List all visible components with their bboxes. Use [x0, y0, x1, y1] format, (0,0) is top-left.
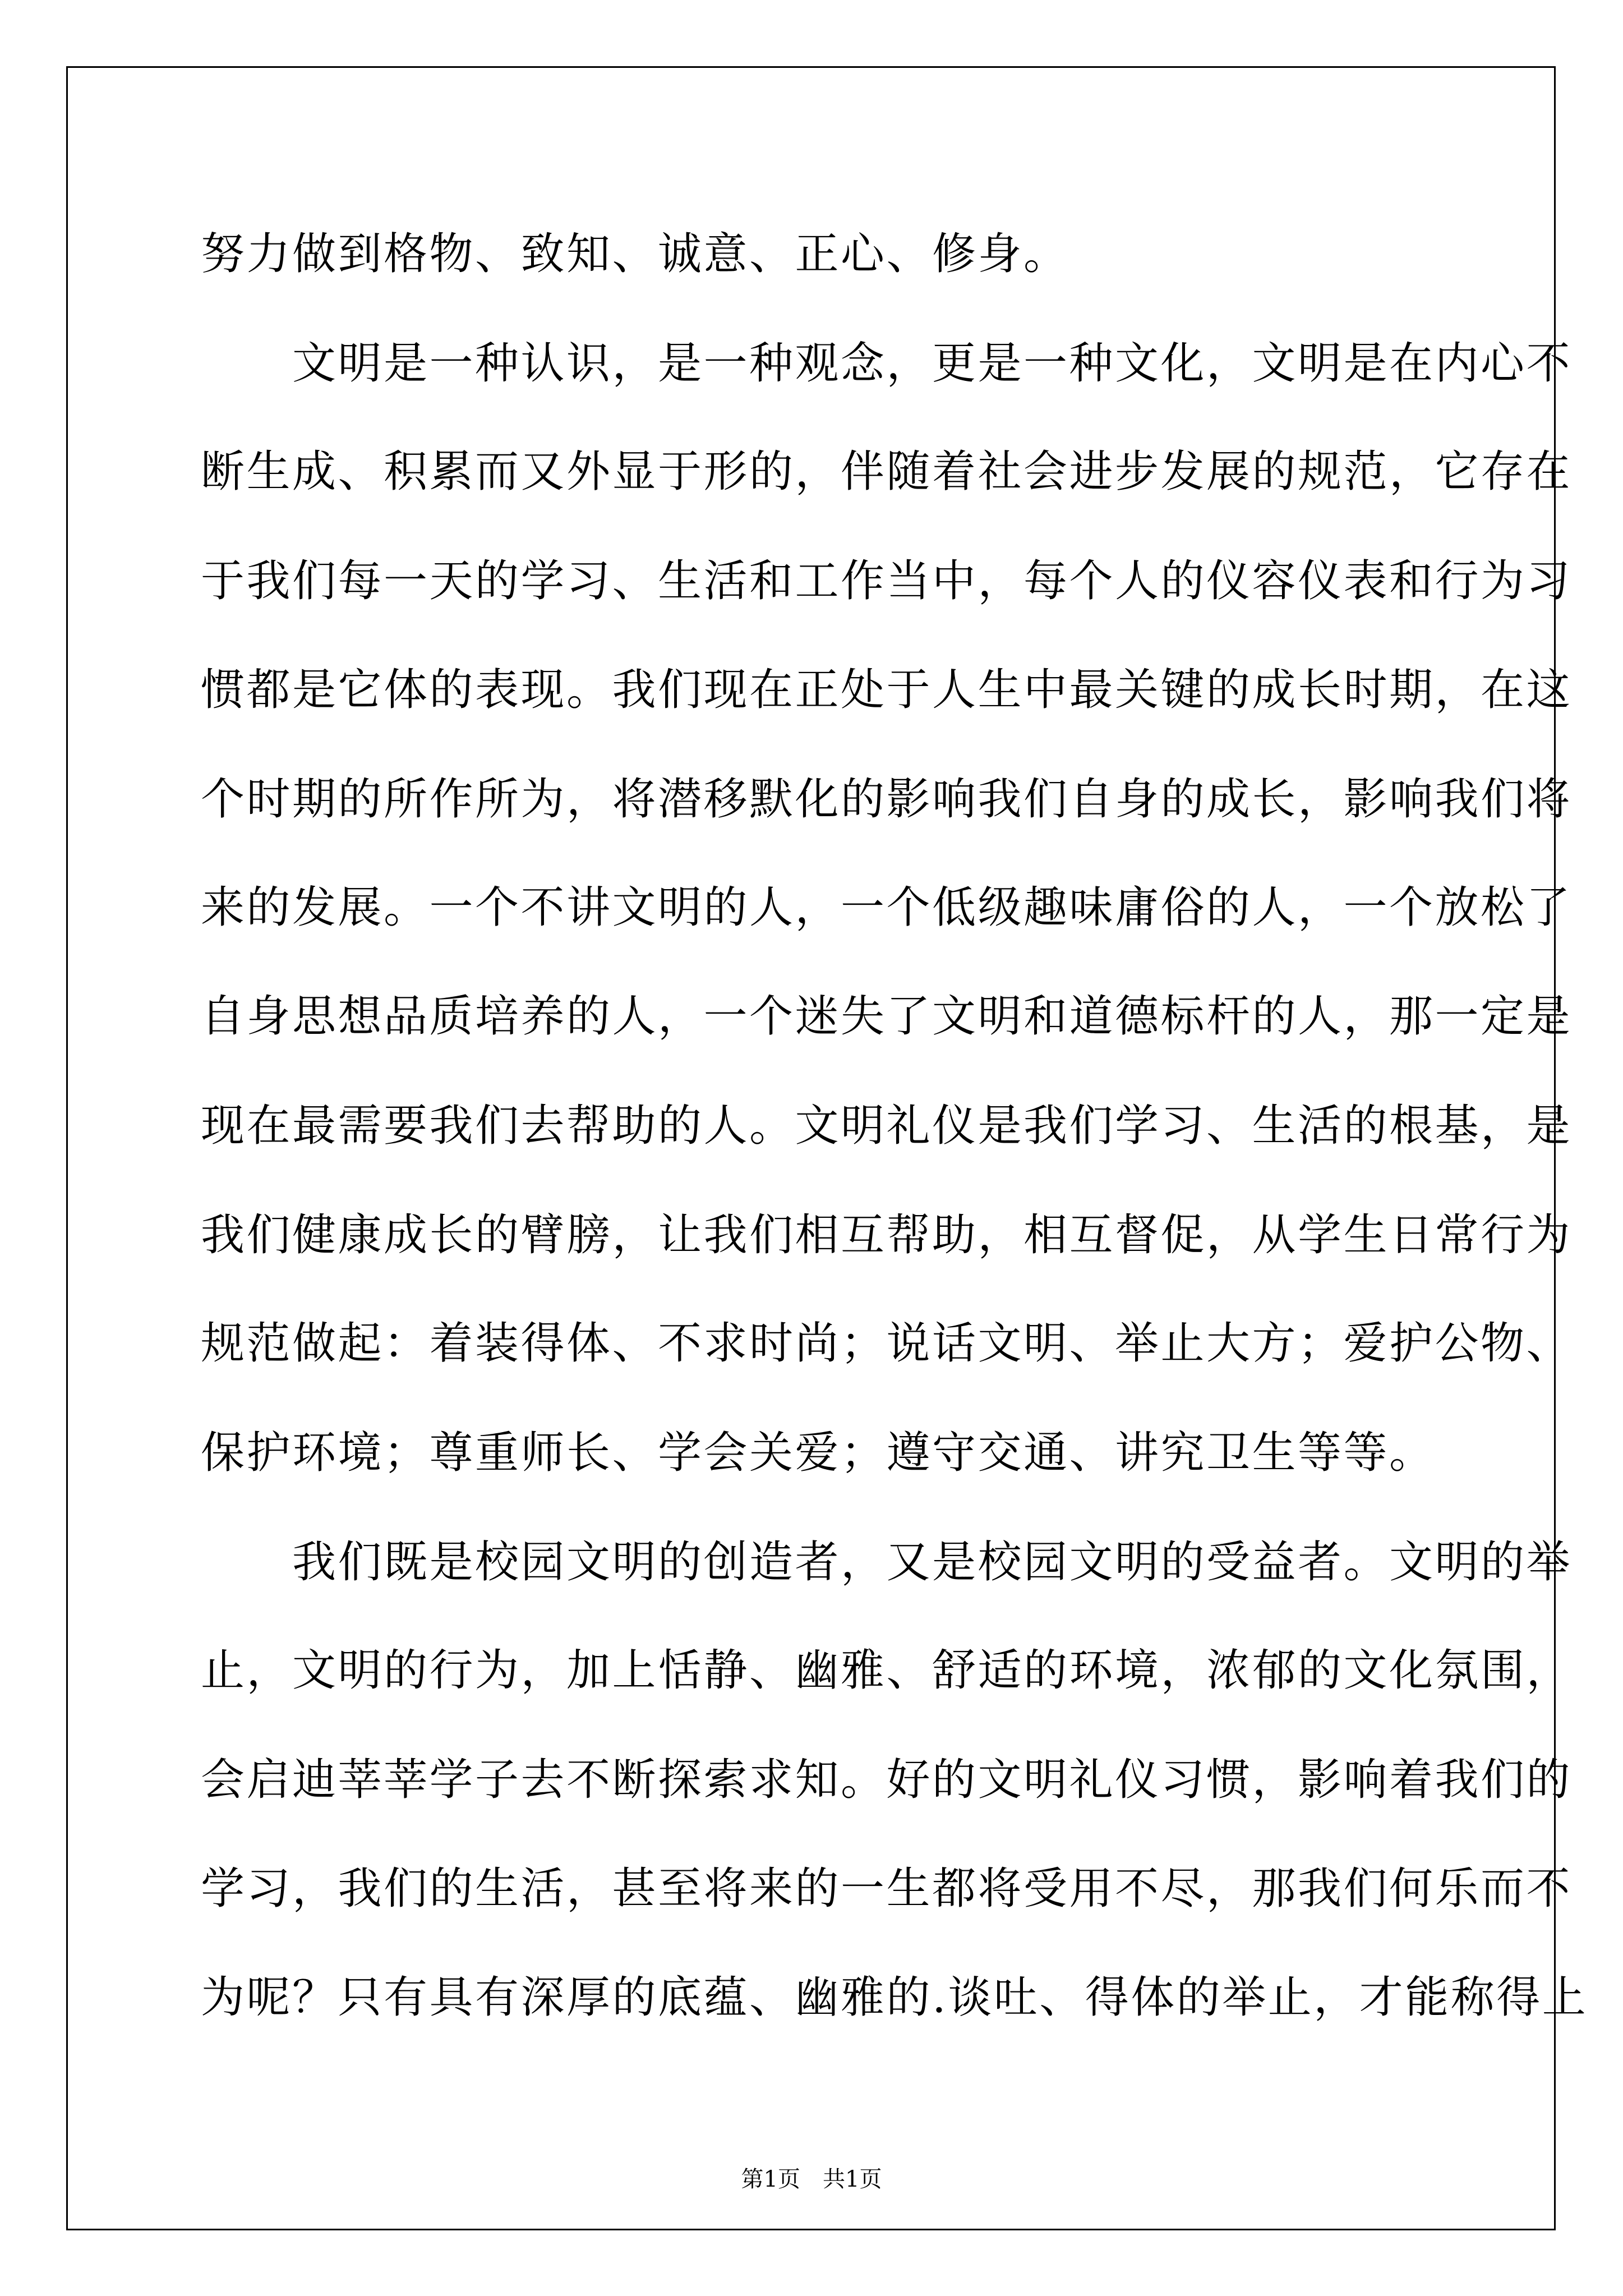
text-line: 为呢？只有具有深厚的底蕴、幽雅的.谈吐、得体的举止，才能称得上	[201, 1972, 1588, 2023]
text-line: 我们健康成长的臂膀，让我们相互帮助，相互督促，从学生日常行为	[201, 1210, 1573, 1260]
text-line: 自身思想品质培养的人，一个迷失了文明和道德标杆的人，那一定是	[201, 991, 1573, 1042]
text-line: 来的发展。一个不讲文明的人，一个低级趣味庸俗的人，一个放松了	[201, 882, 1573, 933]
text-line: 个时期的所作所为，将潜移默化的影响我们自身的成长，影响我们将	[201, 774, 1573, 825]
text-line: 惯都是它体的表现。我们现在正处于人生中最关键的成长时期，在这	[201, 665, 1573, 715]
text-line: 我们既是校园文明的创造者，又是校园文明的受益者。文明的举	[201, 1537, 1573, 1588]
text-line: 文明是一种认识，是一种观念，更是一种文化，文明是在内心不	[201, 338, 1573, 389]
text-line: 保护环境；尊重师长、学会关爱；遵守交通、讲究卫生等等。	[201, 1428, 1435, 1478]
text-line: 规范做起：着装得体、不求时尚；说话文明、举止大方；爱护公物、	[201, 1318, 1573, 1369]
text-line: 会启迪莘莘学子去不断探索求知。好的文明礼仪习惯，影响着我们的	[201, 1755, 1573, 1805]
text-line: 努力做到格物、致知、诚意、正心、修身。	[201, 229, 1069, 279]
text-line: 断生成、积累而又外显于形的，伴随着社会进步发展的规范，它存在	[201, 447, 1573, 497]
text-line: 止，文明的行为，加上恬静、幽雅、舒适的环境，浓郁的文化氛围，	[201, 1645, 1573, 1696]
page-number-footer: 第1页 共1页	[741, 2166, 882, 2192]
text-line: 学习，我们的生活，甚至将来的一生都将受用不尽，那我们何乐而不	[201, 1864, 1573, 1914]
text-line: 于我们每一天的学习、生活和工作当中，每个人的仪容仪表和行为习	[201, 556, 1573, 606]
text-line: 现在最需要我们去帮助的人。文明礼仪是我们学习、生活的根基，是	[201, 1101, 1573, 1151]
